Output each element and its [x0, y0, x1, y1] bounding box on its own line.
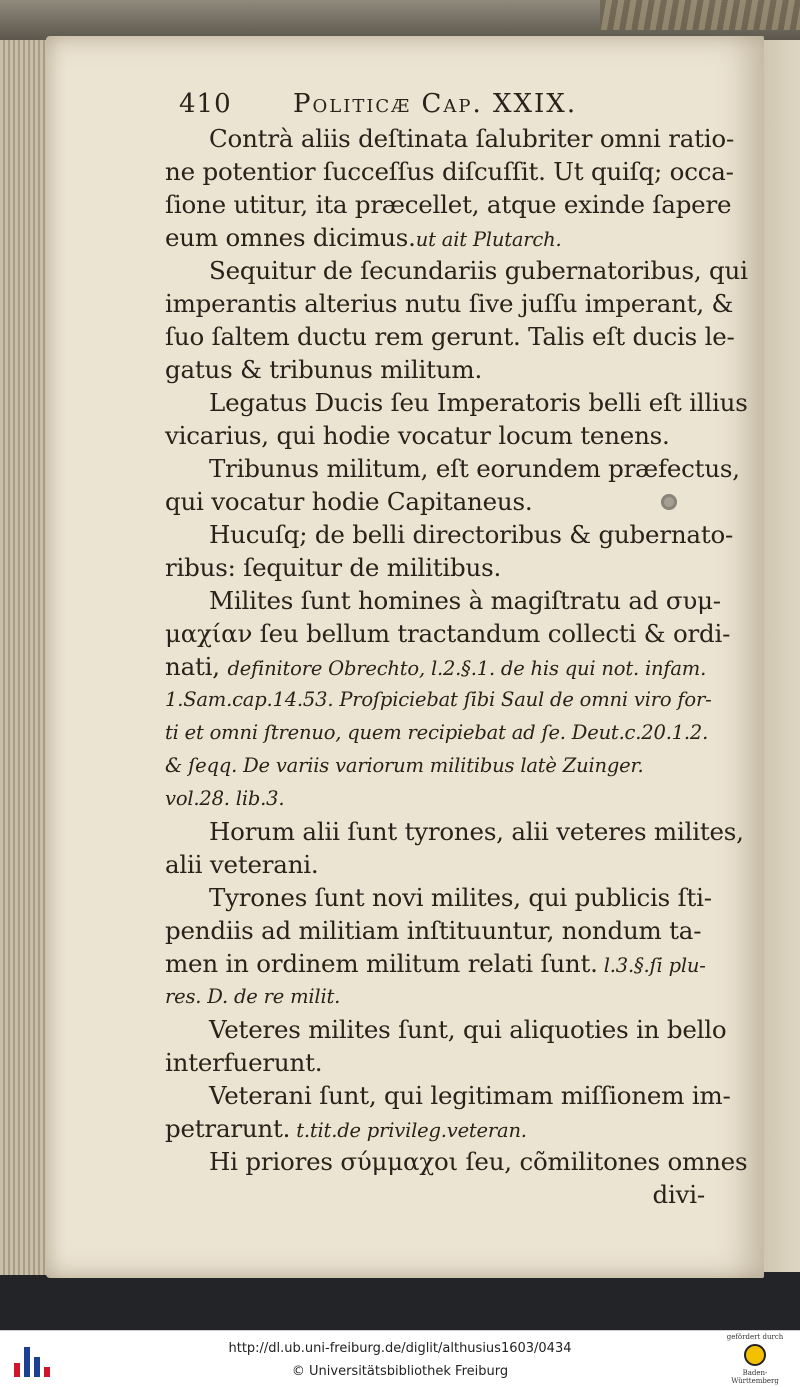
- text-line-roman: petrarunt.: [165, 1114, 291, 1143]
- text-line: [165, 1145, 748, 1178]
- permalink-url[interactable]: http://dl.ub.uni-freiburg.de/diglit/althusius1603/0434: [228, 1341, 572, 1356]
- text-line: [165, 815, 744, 848]
- text-line: [165, 1112, 725, 1145]
- page-text: [165, 86, 748, 1211]
- text-line: [165, 848, 725, 881]
- text-line: [165, 353, 725, 386]
- text-line-roman: Tyrones ſunt novi milites, qui publicis ſti-: [209, 883, 712, 912]
- text-line-roman: & ſeqq. De variis variorum militibus latè Zuinger.: [165, 754, 644, 777]
- text-line: [165, 881, 725, 914]
- text-line: [165, 617, 731, 650]
- text-line-citation: l.3.§.ſi plu-: [597, 954, 706, 977]
- text-line-citation: definitore Obrechto, l.2.§.1. de his qui not. infam.: [227, 657, 707, 680]
- text-line: [165, 914, 725, 947]
- text-line-roman: Horum alii ſunt tyrones, alii veteres milites,: [209, 817, 744, 846]
- text-line-roman: Sequitur de ſecundariis gubernatoribus, qui: [209, 256, 748, 285]
- text-line: [165, 155, 734, 188]
- text-line-roman: ne potentior ſucceſſus diſcuſſit. Ut quiſq; occa-: [165, 157, 734, 186]
- text-line: [165, 419, 725, 452]
- text-line-roman: imperantis alterius nutu ſive juſſu imperant, &: [165, 289, 734, 318]
- text-line-roman: Hucuſq; de belli directoribus & gubernato-: [209, 520, 734, 549]
- running-title: Politicæ Cap. XXIX.: [293, 89, 578, 119]
- text-line-roman: Veterani ſunt, qui legitimam miſſionem im-: [209, 1081, 731, 1110]
- text-line-roman: gatus & tribunus militum.: [165, 355, 483, 384]
- page-edges: [0, 40, 48, 1275]
- text-line: [165, 254, 748, 287]
- text-line: [165, 782, 725, 815]
- text-line-roman: Contrà aliis deſtinata ſalubriter omni ratio-: [209, 124, 735, 153]
- text-line-roman: 1.Sam.cap.14.53. Proſpiciebat ſibi Saul de omni viro for-: [165, 688, 712, 711]
- text-line: [165, 584, 725, 617]
- sponsor-badge: [720, 1333, 790, 1385]
- text-line-roman: μαχίαν ſeu bellum tractandum collecti & ordi-: [165, 619, 731, 648]
- text-line: [165, 518, 734, 551]
- copyright-notice: © Universitätsbibliothek Freiburg: [291, 1364, 509, 1379]
- text-line-roman: divi-: [652, 1180, 705, 1209]
- text-line: [165, 947, 725, 980]
- text-line: [165, 221, 725, 254]
- text-line-citation: ut ait Plutarch.: [415, 228, 562, 251]
- text-line: [165, 980, 725, 1013]
- text-line-roman: Tribunus militum, eſt eorundem præfectus,: [209, 454, 740, 483]
- sponsor-label: gefördert durch: [726, 1333, 784, 1341]
- text-line-roman: Hi priores σύμμαχοι ſeu, cõmilitones omnes: [209, 1147, 748, 1176]
- text-line-roman: vol.28. lib.3.: [165, 787, 285, 810]
- running-header: [165, 86, 725, 122]
- page-number: 410: [179, 89, 232, 119]
- text-line: [165, 650, 725, 683]
- text-line: [165, 485, 725, 518]
- text-line-roman: nati,: [165, 652, 228, 681]
- facing-page-edge: [762, 40, 800, 1272]
- text-line-roman: Veteres milites ſunt, qui aliquoties in bello: [209, 1015, 727, 1044]
- sponsor-name: Baden-Württemberg: [731, 1369, 779, 1385]
- text-line: [165, 287, 734, 320]
- text-line: [165, 320, 735, 353]
- text-line: [165, 1046, 725, 1079]
- binding-strap: [600, 0, 800, 30]
- text-line-roman: Milites ſunt homines à magiſtratu ad συμ-: [209, 586, 721, 615]
- text-line: [165, 1079, 731, 1112]
- text-line-roman: pendiis ad militiam inſtituuntur, nondum ta-: [165, 916, 702, 945]
- text-line-roman: Legatus Ducis ſeu Imperatoris belli eſt illius: [209, 388, 748, 417]
- text-line: [165, 683, 725, 716]
- text-line: [165, 1013, 725, 1046]
- viewer-footer: [0, 1330, 800, 1387]
- text-line-roman: qui vocatur hodie Capitaneus.: [165, 487, 533, 516]
- text-line-roman: ſione utitur, ita præcellet, atque exinde ſapere: [165, 190, 732, 219]
- text-line: [165, 386, 748, 419]
- text-line: [165, 122, 735, 155]
- text-line: [165, 1178, 725, 1211]
- text-line-roman: alii veterani.: [165, 850, 319, 879]
- text-line-roman: ribus: ſequitur de militibus.: [165, 553, 502, 582]
- text-line-roman: vicarius, qui hodie vocatur locum tenens.: [165, 421, 670, 450]
- text-line: [165, 188, 732, 221]
- text-line-citation: t.tit.de privileg.veteran.: [290, 1119, 527, 1142]
- text-line: [165, 551, 725, 584]
- text-line: [165, 749, 725, 782]
- text-line-roman: eum omnes dicimus.: [165, 223, 416, 252]
- text-line-roman: ſuo ſaltem ductu rem gerunt. Talis eſt ducis le-: [165, 322, 735, 351]
- state-emblem-icon: [744, 1344, 766, 1366]
- text-line-roman: ti et omni ſtrenuo, quem recipiebat ad ſe. Deut.c.20.1.2.: [165, 721, 709, 744]
- text-line-roman: interfuerunt.: [165, 1048, 323, 1077]
- text-line-roman: res. D. de re milit.: [165, 985, 341, 1008]
- text-line: [165, 452, 740, 485]
- text-line-roman: men in ordinem militum relati ſunt.: [165, 949, 598, 978]
- text-line: [165, 716, 725, 749]
- body-lines: [165, 122, 748, 1211]
